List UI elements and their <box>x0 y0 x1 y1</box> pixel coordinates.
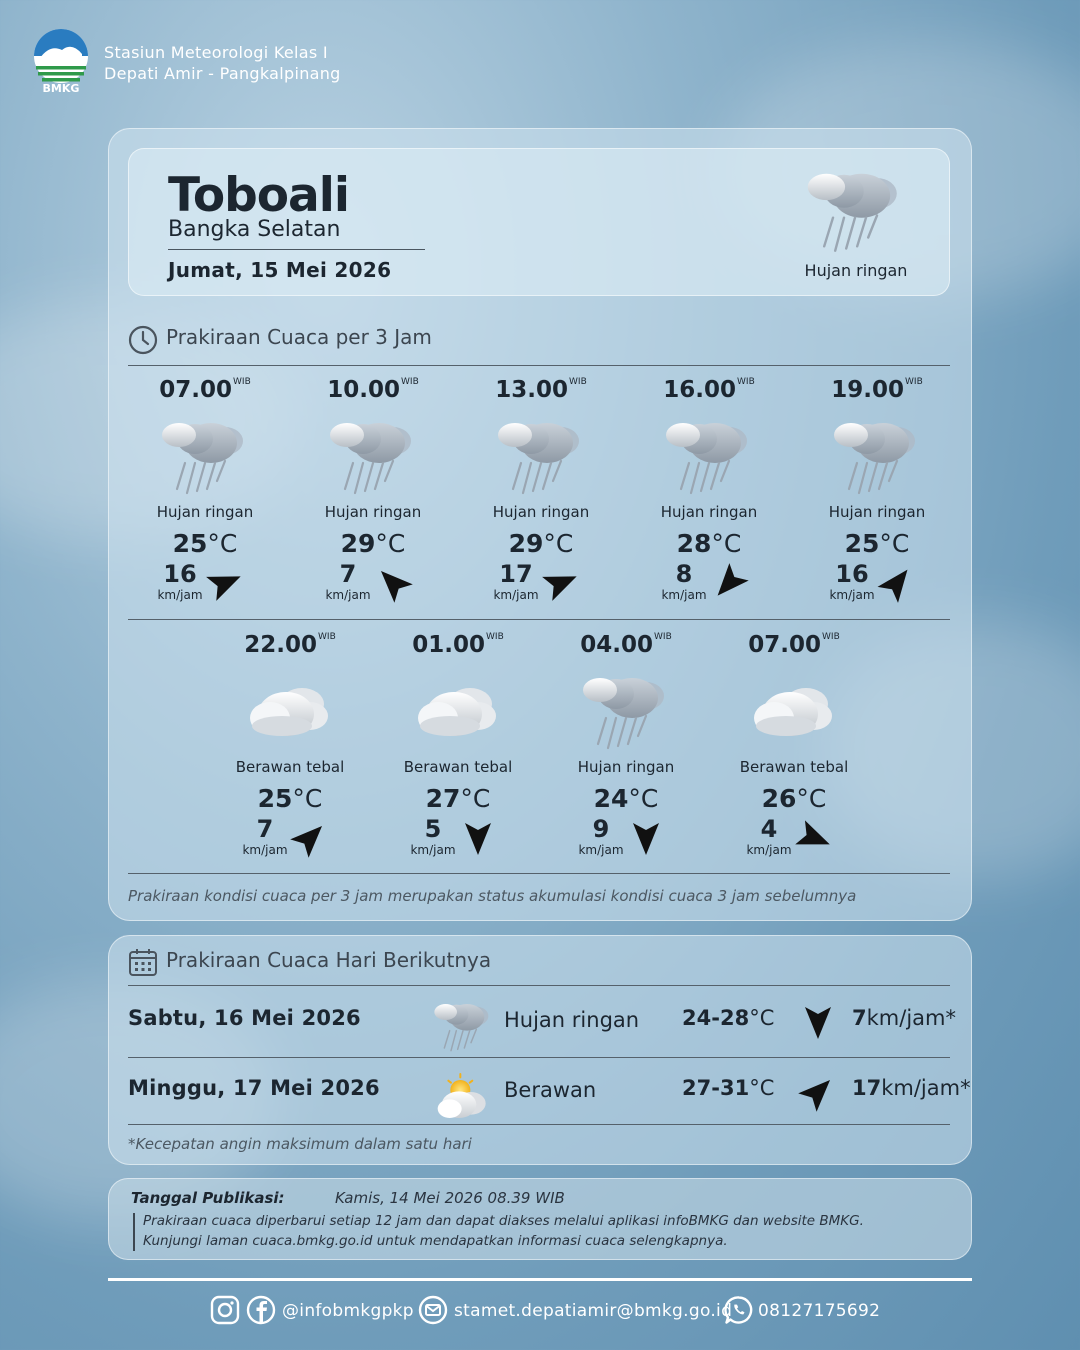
temp-value: 25 <box>257 784 293 813</box>
slot-temperature <box>793 529 961 558</box>
hourly-slot <box>374 632 542 882</box>
overcast-icon <box>408 666 508 756</box>
hourly-note: Prakiraan kondisi cuaca per 3 jam merupakan status akumulasi kondisi cuaca 3 jam sebelumnya <box>128 887 857 905</box>
temp-unit: °C <box>711 529 742 558</box>
timezone: WIB <box>486 632 504 642</box>
overcast-icon <box>744 666 844 756</box>
temp-unit: °C <box>375 529 406 558</box>
daily-wind <box>852 1006 956 1030</box>
daily-temperature: 27-31°C <box>682 1076 775 1100</box>
light-rain-icon <box>323 411 423 501</box>
slot-temperature <box>710 784 878 813</box>
temp-value: 27 <box>425 784 461 813</box>
time-value: 04.00 <box>580 632 654 658</box>
time-value: 01.00 <box>412 632 486 658</box>
divider <box>128 365 950 366</box>
wind-unit: km/jam* <box>866 1006 956 1030</box>
footer <box>210 1293 910 1329</box>
clock-icon <box>128 325 158 355</box>
whatsapp-icon[interactable] <box>724 1295 754 1325</box>
time-value: 19.00 <box>831 377 905 403</box>
slot-time <box>121 377 289 403</box>
partly-cloudy-icon <box>428 1066 498 1126</box>
regency-name: Bangka Selatan <box>168 217 341 242</box>
wind-speed: 16 <box>835 560 869 588</box>
wind-speed: 7 <box>256 815 274 843</box>
light-rain-icon <box>800 160 910 260</box>
wind-unit: km/jam <box>661 588 707 602</box>
temp-unit: °C <box>749 1076 775 1100</box>
publication-info-2: Kunjungi laman cuaca.bmkg.go.id untuk mendapatkan informasi cuaca selengkapnya. <box>143 1233 728 1249</box>
divider <box>128 985 950 986</box>
wind-unit: km/jam <box>157 588 203 602</box>
timezone: WIB <box>654 632 672 642</box>
wind-speed: 7 <box>339 560 357 588</box>
hourly-slot <box>457 377 625 627</box>
wind-speed: 17 <box>499 560 533 588</box>
overcast-icon <box>240 666 340 756</box>
station-line-2: Depati Amir - Pangkalpinang <box>104 64 341 83</box>
timezone: WIB <box>905 377 923 387</box>
wind-direction-icon <box>626 818 666 858</box>
wind-direction-icon <box>798 1072 838 1112</box>
time-value: 13.00 <box>495 377 569 403</box>
slot-condition: Berawan tebal <box>235 758 345 776</box>
slot-time <box>289 377 457 403</box>
temp-unit: °C <box>749 1006 775 1030</box>
header <box>32 28 632 98</box>
wind-unit: km/jam <box>410 843 456 857</box>
temp-value: 25 <box>172 529 208 558</box>
slot-temperature <box>457 529 625 558</box>
current-condition: Hujan ringan <box>804 261 908 280</box>
daily-condition: Hujan ringan <box>504 1008 640 1032</box>
slot-condition: Berawan tebal <box>403 758 513 776</box>
slot-condition: Hujan ringan <box>492 503 590 521</box>
slot-temperature <box>625 529 793 558</box>
slot-temperature <box>374 784 542 813</box>
slot-condition: Hujan ringan <box>577 758 675 776</box>
timezone: WIB <box>401 377 419 387</box>
light-rain-icon <box>155 411 255 501</box>
temp-value: 25 <box>844 529 880 558</box>
wind-direction-icon <box>290 818 330 858</box>
station-line-1: Stasiun Meteorologi Kelas I <box>104 43 328 62</box>
instagram-icon[interactable] <box>210 1295 240 1325</box>
wind-direction-icon <box>798 1002 838 1042</box>
temp-value: 29 <box>340 529 376 558</box>
daily-date: Sabtu, 16 Mei 2026 <box>128 1006 361 1030</box>
timezone: WIB <box>318 632 336 642</box>
timezone: WIB <box>822 632 840 642</box>
temp-max: 28 <box>719 1006 750 1030</box>
wind-speed: 17 <box>852 1076 882 1100</box>
temp-unit: °C <box>796 784 827 813</box>
bmkg-logo <box>32 28 90 98</box>
timezone: WIB <box>737 377 755 387</box>
temp-unit: °C <box>879 529 910 558</box>
time-value: 07.00 <box>748 632 822 658</box>
wind-speed: 5 <box>424 815 442 843</box>
temp-unit: °C <box>460 784 491 813</box>
daily-date: Minggu, 17 Mei 2026 <box>128 1076 380 1100</box>
wind-direction-icon <box>205 563 245 603</box>
slot-time <box>457 377 625 403</box>
wind-direction-icon <box>794 818 834 858</box>
hourly-slot <box>710 632 878 882</box>
slot-time <box>206 632 374 658</box>
light-rain-icon <box>827 411 927 501</box>
slot-condition: Berawan tebal <box>739 758 849 776</box>
slot-temperature <box>289 529 457 558</box>
daily-title-text: Prakiraan Cuaca Hari Berikutnya <box>166 948 492 972</box>
time-value: 22.00 <box>244 632 318 658</box>
time-value: 16.00 <box>663 377 737 403</box>
wind-direction-icon <box>877 563 917 603</box>
divider <box>128 1057 950 1058</box>
light-rain-icon <box>491 411 591 501</box>
temp-min: 24 <box>682 1006 712 1030</box>
hourly-slot <box>542 632 710 882</box>
social-handle[interactable]: @infobmkgpkp <box>282 1301 414 1321</box>
temp-unit: °C <box>207 529 238 558</box>
temp-value: 28 <box>676 529 712 558</box>
slot-time <box>625 377 793 403</box>
wind-direction-icon <box>541 563 581 603</box>
hourly-slot <box>289 377 457 627</box>
light-rain-icon <box>576 666 676 756</box>
logo-text: BMKG <box>42 82 80 95</box>
temp-max: 31 <box>719 1076 750 1100</box>
forecast-date: Jumat, 15 Mei 2026 <box>168 258 392 282</box>
wind-direction-icon <box>709 563 749 603</box>
light-rain-icon <box>428 996 498 1056</box>
hourly-slot <box>625 377 793 627</box>
hourly-slot <box>206 632 374 882</box>
time-value: 10.00 <box>327 377 401 403</box>
slot-condition: Hujan ringan <box>660 503 758 521</box>
light-rain-icon <box>659 411 759 501</box>
wind-unit: km/jam <box>829 588 875 602</box>
wind-unit: km/jam* <box>881 1076 971 1100</box>
wind-speed: 7 <box>852 1006 867 1030</box>
slot-temperature <box>121 529 289 558</box>
daily-wind <box>852 1076 971 1100</box>
publication-panel <box>108 1178 972 1260</box>
wind-speed: 4 <box>760 815 778 843</box>
hourly-slot <box>793 377 961 627</box>
daily-note: *Kecepatan angin maksimum dalam satu hari <box>128 1135 472 1153</box>
slot-temperature <box>206 784 374 813</box>
slot-condition: Hujan ringan <box>156 503 254 521</box>
slot-time <box>542 632 710 658</box>
temp-value: 29 <box>508 529 544 558</box>
email-address[interactable]: stamet.depatiamir@bmkg.go.id <box>454 1301 733 1321</box>
email-icon[interactable] <box>418 1295 448 1325</box>
wind-unit: km/jam <box>493 588 539 602</box>
slot-time <box>374 632 542 658</box>
temp-unit: °C <box>292 784 323 813</box>
publication-label: Tanggal Publikasi: <box>131 1189 285 1207</box>
temp-value: 24 <box>593 784 629 813</box>
wind-unit: km/jam <box>325 588 371 602</box>
wind-speed: 8 <box>675 560 693 588</box>
slot-condition: Hujan ringan <box>828 503 926 521</box>
daily-row <box>128 1066 971 1126</box>
temp-unit: °C <box>543 529 574 558</box>
daily-row <box>128 996 956 1056</box>
timezone: WIB <box>233 377 251 387</box>
temp-unit: °C <box>628 784 659 813</box>
wind-unit: km/jam <box>746 843 792 857</box>
publication-info-1: Prakiraan cuaca diperbarui setiap 12 jam dan dapat diakses melalui aplikasi infoBMKG dan website BMKG. <box>143 1213 864 1229</box>
timezone: WIB <box>569 377 587 387</box>
temp-value: 26 <box>761 784 797 813</box>
wind-direction-icon <box>373 563 413 603</box>
slot-condition: Hujan ringan <box>324 503 422 521</box>
hourly-slot <box>121 377 289 627</box>
wind-speed: 16 <box>163 560 197 588</box>
daily-temperature: 24-28°C <box>682 1006 775 1030</box>
hourly-title-text: Prakiraan Cuaca per 3 Jam <box>166 325 432 349</box>
facebook-icon[interactable] <box>246 1295 276 1325</box>
wind-direction-icon <box>458 818 498 858</box>
slot-time <box>793 377 961 403</box>
slot-temperature <box>542 784 710 813</box>
divider <box>168 249 425 250</box>
time-value: 07.00 <box>159 377 233 403</box>
wind-speed: 9 <box>592 815 610 843</box>
publication-date: Kamis, 14 Mei 2026 08.39 WIB <box>335 1189 565 1207</box>
city-name: Toboali <box>168 168 349 223</box>
divider <box>133 1213 135 1251</box>
temp-min: 27 <box>682 1076 712 1100</box>
station-name <box>104 42 341 84</box>
wind-unit: km/jam <box>578 843 624 857</box>
slot-time <box>710 632 878 658</box>
calendar-icon <box>128 947 158 977</box>
phone-number[interactable]: 08127175692 <box>758 1301 881 1321</box>
daily-condition: Berawan <box>504 1078 597 1102</box>
footer-divider <box>108 1278 972 1281</box>
wind-unit: km/jam <box>242 843 288 857</box>
